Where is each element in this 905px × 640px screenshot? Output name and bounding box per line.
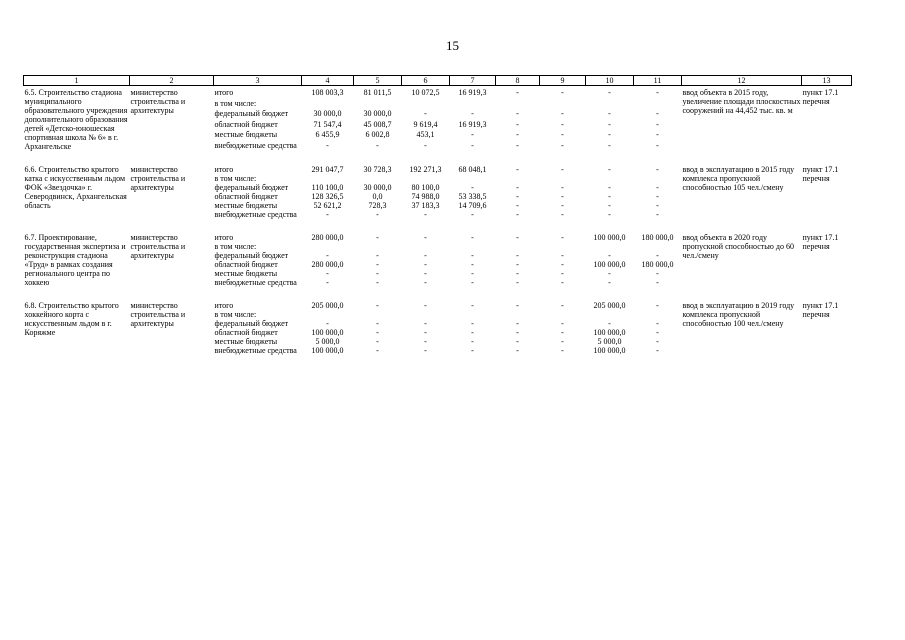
amount-cell: 128 326,5 [311,192,344,201]
column-header: 8 [496,76,540,86]
amount-cell: - [424,233,427,242]
amount-cell: - [376,278,379,287]
column-header: 5 [354,76,402,86]
amount-cell: 100 000,0 [593,328,626,337]
funding-source: в том числе: [214,310,257,319]
amount-cell: 71 547,4 [313,119,342,129]
header-row [24,76,852,86]
amount-cell: - [608,192,611,201]
amount-cell: - [376,328,379,337]
amount-cell: - [656,328,659,337]
amount-cell: 30 000,0 [363,183,392,192]
amount-cell: 6 002,8 [365,130,390,140]
amount-cell: - [516,119,519,129]
executor: министерство строительства и архитектуры [130,88,186,115]
amount-cell: - [376,269,379,278]
funding-source: итого [214,165,234,174]
funding-source: в том числе: [214,242,257,251]
amount-cell [496,310,540,319]
funding-source: внебюджетные средства [214,346,297,355]
amount-cell: 37 183,3 [411,201,440,210]
amount-cell: - [656,165,659,174]
amount-cell: 68 048,1 [458,165,487,174]
amount-cell: - [656,183,659,192]
amount-cell: - [471,269,474,278]
amount-cell [354,99,402,109]
funding-source: федеральный бюджет [214,183,289,192]
amount-cell: - [561,201,564,210]
amount-cell: - [516,165,519,174]
spacer-cell [24,287,852,299]
amount-cell: - [516,346,519,355]
amount-cell [302,174,354,183]
amount-cell: 453,1 [416,130,435,140]
amount-cell: - [376,233,379,242]
column-header: 11 [634,76,682,86]
amount-cell: - [608,319,611,328]
amount-cell [634,310,682,319]
amount-cell: - [656,119,659,129]
expected-result: ввод объекта в 2015 году, увеличение площади плоскостных сооружений на 44,452 тыс. кв. м [682,88,801,115]
amount-cell: - [656,109,659,119]
funding-source: федеральный бюджет [214,319,289,328]
amount-cell: - [516,233,519,242]
amount-cell: - [424,269,427,278]
amount-cell: - [516,210,519,219]
funding-source: местные бюджеты [214,337,278,346]
amount-cell: 100 000,0 [311,346,344,355]
amount-cell: - [376,251,379,260]
funding-source: внебюджетные средства [214,140,297,150]
amount-cell: - [656,278,659,287]
amount-cell: 10 072,5 [411,88,440,97]
amount-cell: - [656,201,659,210]
executor: министерство строительства и архитектуры [130,165,186,192]
section-spacer [24,151,852,163]
column-header: 7 [450,76,496,86]
amount-cell: 16 919,3 [458,119,487,129]
amount-cell: - [516,130,519,140]
amount-cell [402,99,450,109]
amount-cell: 6 455,9 [315,130,340,140]
amount-cell: - [608,278,611,287]
amount-cell: 5 000,0 [597,337,622,346]
amount-cell: - [561,301,564,310]
amount-cell: - [471,183,474,192]
amount-cell: - [424,337,427,346]
amount-cell: - [561,269,564,278]
funding-source: внебюджетные средства [214,278,297,287]
amount-cell: - [656,210,659,219]
funding-source: итого [214,233,234,242]
amount-cell: - [561,119,564,129]
amount-cell: - [376,301,379,310]
column-header: 3 [214,76,302,86]
amount-cell [540,242,586,251]
amount-cell: 74 988,0 [411,192,440,201]
amount-cell: - [516,337,519,346]
list-reference: пункт 17.1 перечня [802,165,839,183]
amount-cell: - [376,140,379,150]
amount-cell [450,242,496,251]
list-reference: пункт 17.1 перечня [802,88,839,106]
amount-cell [634,99,682,109]
amount-cell: - [376,319,379,328]
amount-cell: - [326,319,329,328]
amount-cell [496,99,540,109]
section-spacer [24,287,852,299]
measure-name: 6.6. Строительство крытого катка с искусственным льдом ФОК «Звездочка» г. Северодвинск, Архангельская область [24,165,127,210]
amount-cell: - [561,192,564,201]
amount-cell: - [471,130,474,140]
amount-cell: - [471,328,474,337]
amount-cell: - [561,233,564,242]
amount-cell [540,174,586,183]
amount-cell: 16 919,3 [458,88,487,97]
amount-cell [496,174,540,183]
amount-cell [450,174,496,183]
list-reference: пункт 17.1 перечня [802,301,839,319]
amount-cell: - [516,192,519,201]
amount-cell [586,99,634,109]
amount-cell: - [608,88,611,97]
amount-cell: 100 000,0 [593,346,626,355]
amount-cell: - [376,337,379,346]
column-header: 13 [802,76,852,86]
amount-cell: - [326,278,329,287]
funding-source: федеральный бюджет [214,251,289,260]
measure-name: 6.7. Проектирование, государственная экспертиза и реконструкция стадиона «Труд» в рамках создания регионального центра по хоккею [24,233,126,287]
amount-cell [354,174,402,183]
amount-cell: 45 008,7 [363,119,392,129]
amount-cell: 728,3 [368,201,387,210]
amount-cell: - [326,140,329,150]
amount-cell [540,310,586,319]
amount-cell: - [471,346,474,355]
amount-cell [540,99,586,109]
amount-cell: - [424,328,427,337]
amount-cell: - [561,251,564,260]
amount-cell [634,174,682,183]
amount-cell: - [561,88,564,97]
amount-cell: - [376,210,379,219]
column-header: 6 [402,76,450,86]
amount-cell [586,174,634,183]
amount-cell: - [471,233,474,242]
amount-cell: - [561,140,564,150]
amount-cell: - [424,109,427,119]
amount-cell: - [561,278,564,287]
amount-cell: 100 000,0 [593,260,626,269]
amount-cell: - [561,165,564,174]
column-header: 4 [302,76,354,86]
funding-source: местные бюджеты [214,269,278,278]
amount-cell: - [424,140,427,150]
amount-cell: 100 000,0 [593,233,626,242]
funding-source: областной бюджет [214,119,278,129]
table-row [24,163,852,174]
column-header: 2 [130,76,214,86]
section-spacer [24,219,852,231]
amount-cell: - [471,337,474,346]
column-header: 9 [540,76,586,86]
amount-cell: 30 000,0 [313,109,342,119]
table-row [24,86,852,99]
amount-cell: - [471,260,474,269]
amount-cell: - [471,278,474,287]
program-table [23,75,852,355]
amount-cell: - [326,210,329,219]
amount-cell: - [424,260,427,269]
amount-cell [496,242,540,251]
amount-cell: - [326,269,329,278]
amount-cell: - [516,328,519,337]
amount-cell [450,310,496,319]
amount-cell: - [561,260,564,269]
amount-cell [450,99,496,109]
amount-cell: 53 338,5 [458,192,487,201]
amount-cell: - [656,269,659,278]
table-row [24,299,852,310]
amount-cell: - [608,140,611,150]
amount-cell: 108 003,3 [311,88,344,97]
expected-result: ввод в эксплуатацию в 2015 году комплекса пропускной способностью 105 чел./смену [682,165,795,192]
column-header: 1 [24,76,130,86]
amount-cell [302,99,354,109]
executor: министерство строительства и архитектуры [130,301,186,328]
amount-cell: - [326,251,329,260]
amount-cell: - [376,260,379,269]
amount-cell: 180 000,0 [641,260,674,269]
executor: министерство строительства и архитектуры [130,233,186,260]
list-reference: пункт 17.1 перечня [802,233,839,251]
amount-cell: 30 728,3 [363,165,392,174]
amount-cell: 5 000,0 [315,337,340,346]
amount-cell: - [608,269,611,278]
amount-cell: - [471,301,474,310]
amount-cell: 110 100,0 [311,183,344,192]
amount-cell: - [424,301,427,310]
amount-cell: - [424,210,427,219]
amount-cell: - [608,210,611,219]
amount-cell [354,310,402,319]
amount-cell: - [608,201,611,210]
amount-cell: - [656,140,659,150]
amount-cell: 30 000,0 [363,109,392,119]
amount-cell: 205 000,0 [593,301,626,310]
amount-cell: 205 000,0 [311,301,344,310]
amount-cell: - [471,109,474,119]
amount-cell: - [656,319,659,328]
amount-cell: 100 000,0 [311,328,344,337]
amount-cell: - [608,119,611,129]
amount-cell: - [608,251,611,260]
amount-cell: - [656,130,659,140]
amount-cell: - [516,183,519,192]
amount-cell: - [561,337,564,346]
amount-cell: - [561,130,564,140]
table-row [24,231,852,242]
amount-cell: - [471,251,474,260]
amount-cell [586,242,634,251]
amount-cell: - [424,251,427,260]
amount-cell [302,242,354,251]
amount-cell: - [516,88,519,97]
amount-cell: 52 621,2 [313,201,342,210]
funding-source: внебюджетные средства [214,210,297,219]
amount-cell: - [561,183,564,192]
amount-cell: - [516,109,519,119]
amount-cell: - [608,130,611,140]
amount-cell: - [516,269,519,278]
funding-source: местные бюджеты [214,130,278,140]
amount-cell: - [656,346,659,355]
amount-cell: 291 047,7 [311,165,344,174]
amount-cell: - [561,328,564,337]
spacer-cell [24,219,852,231]
amount-cell: - [656,88,659,97]
page-number: 15 [446,38,459,53]
column-header: 10 [586,76,634,86]
spacer-cell [24,151,852,163]
amount-cell: 280 000,0 [311,260,344,269]
amount-cell [402,310,450,319]
amount-cell: - [471,210,474,219]
measure-name: 6.8. Строительство крытого хоккейного корта с искусственным льдом в г. Коряжме [24,301,119,337]
amount-cell: - [516,251,519,260]
amount-cell: - [656,192,659,201]
amount-cell [586,310,634,319]
amount-cell: - [516,301,519,310]
amount-cell: - [656,337,659,346]
amount-cell: - [561,109,564,119]
amount-cell: 192 271,3 [409,165,442,174]
amount-cell: - [376,346,379,355]
amount-cell: 280 000,0 [311,233,344,242]
amount-cell [402,242,450,251]
amount-cell: - [516,140,519,150]
funding-source: областной бюджет [214,328,278,337]
amount-cell [634,242,682,251]
funding-source: итого [214,88,234,97]
amount-cell [302,310,354,319]
amount-cell: - [608,183,611,192]
amount-cell: - [516,319,519,328]
amount-cell [354,242,402,251]
amount-cell [402,174,450,183]
funding-source: федеральный бюджет [214,109,289,119]
measure-name: 6.5. Строительство стадиона муниципального образовательного учреждения дополнительного образования детей «Детско-юношеская спортивная школа № 6» в г. Архангельске [24,88,128,151]
amount-cell: - [656,301,659,310]
amount-cell: - [471,319,474,328]
amount-cell: - [516,201,519,210]
column-header: 12 [682,76,802,86]
funding-source: местные бюджеты [214,201,278,210]
amount-cell: 81 011,5 [363,88,392,97]
expected-result: ввод объекта в 2020 году пропускной способностью до 60 чел./смену [682,233,794,260]
expected-result: ввод в эксплуатацию в 2019 году комплекса пропускной способностью 100 чел./смену [682,301,795,328]
amount-cell: - [471,140,474,150]
amount-cell: - [516,278,519,287]
amount-cell: - [424,278,427,287]
amount-cell: 180 000,0 [641,233,674,242]
funding-source: в том числе: [214,98,257,108]
amount-cell: - [561,346,564,355]
amount-cell: - [608,165,611,174]
amount-cell: - [656,251,659,260]
funding-source: в том числе: [214,174,257,183]
amount-cell: 9 619,4 [413,119,438,129]
funding-source: областной бюджет [214,260,278,269]
amount-cell: - [608,109,611,119]
amount-cell: - [424,319,427,328]
funding-source: областной бюджет [214,192,278,201]
amount-cell: - [561,210,564,219]
amount-cell: - [561,319,564,328]
amount-cell: 80 100,0 [411,183,440,192]
amount-cell: 14 709,6 [458,201,487,210]
amount-cell: - [424,346,427,355]
amount-cell: - [516,260,519,269]
amount-cell: 0,0 [372,192,383,201]
funding-source: итого [214,301,234,310]
